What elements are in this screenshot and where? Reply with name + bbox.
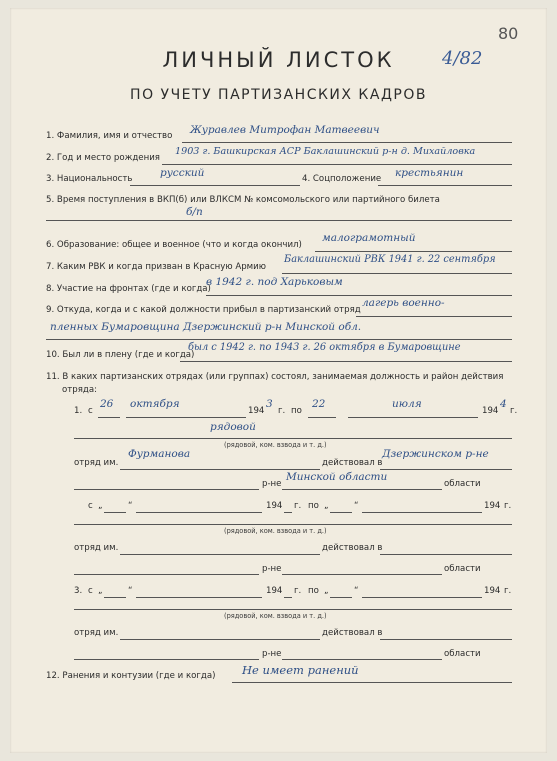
label-education: 6. Образование: общее и военное (что и когда окончил) bbox=[46, 240, 302, 250]
period-1-day-from: 26 bbox=[100, 398, 114, 410]
period-1-acted-in: Дзержинском р-не bbox=[382, 448, 489, 460]
period-1-year-to-digit: 4 bbox=[500, 398, 507, 410]
label-social: 4. Соцположение bbox=[302, 174, 382, 184]
value-conscription: Баклашинский РВК 1941 г. 22 сентября bbox=[284, 254, 496, 265]
period-1-region: Минской области bbox=[286, 471, 388, 483]
label-name: 1. Фамилия, имя и отчество bbox=[46, 131, 173, 141]
label-party: 5. Время поступления в ВКП(б) или ВЛКСМ № комсомольского или партийного билета bbox=[46, 195, 440, 205]
form-subtitle: ПО УЧЕТУ ПАРТИЗАНСКИХ КАДРОВ bbox=[130, 87, 427, 103]
period-1-month-to: июля bbox=[392, 398, 422, 410]
period-1-detachment: Фурманова bbox=[128, 448, 191, 460]
period-1-number: 1. bbox=[74, 406, 83, 416]
label-nationality: 3. Национальность bbox=[46, 174, 133, 184]
period-1-role: рядовой bbox=[210, 421, 256, 433]
label-wounds: 12. Ранения и контузии (где и когда) bbox=[46, 671, 216, 681]
value-party: б/п bbox=[186, 206, 203, 218]
value-social: крестьянин bbox=[395, 167, 464, 179]
period-1-month-from: октября bbox=[130, 398, 180, 410]
corner-handwritten-mark: 4/82 bbox=[442, 48, 483, 69]
label-conscription: 7. Каким РВК и когда призван в Красную Армию bbox=[46, 262, 266, 272]
period-1-year-from-prefix: 194 bbox=[248, 406, 265, 416]
label-arrival: 9. Откуда, когда и с какой должности прибыл в партизанский отряд bbox=[46, 305, 361, 315]
value-captivity: был с 1942 г. по 1943 г. 26 октября в Бумаровщине bbox=[188, 342, 461, 353]
value-arrival-1: лагерь военно- bbox=[362, 297, 445, 309]
value-nationality: русский bbox=[160, 167, 205, 179]
value-arrival-2: пленных Бумаровщина Дзержинский р-н Минской обл. bbox=[50, 321, 362, 333]
value-education: малограмотный bbox=[322, 232, 416, 244]
value-fronts: в 1942 г. под Харьковым bbox=[206, 276, 343, 288]
label-captivity: 10. Был ли в плену (где и когда) bbox=[46, 350, 195, 360]
period-1-year-from-digit: 3 bbox=[266, 398, 273, 410]
form-sheet: 80 4/82 ЛИЧНЫЙ ЛИСТОК ПО УЧЕТУ ПАРТИЗАНСКИХ КАДРОВ 1. Фамилия, имя и отчество Журавлев Митрофан Матвеевич 2. Год и место рождения 1903 г. Башкирская АСР Баклашинский р-н д. Михайловка 3. Национальность русский 4. Соцположение крестьянин 5. Время поступления в ВКП(б) или ВЛКСМ № комсомольского или партийного билета б/п 6. Образование: общее и военное (что и когда окончил) малограмотный 7. Каким РВК и когда призван в Красную Армию Баклашинский РВК 1941 г. 22 сентября 8. Участие на фронтах (где и когда) в 1942 г. под Харьковым 9. Откуда, когда и с какой должности прибыл в партизанский отряд лагерь военно- пленных Бумаровщина Дзержинский р-н Минской обл. 10. Был ли в плену (где и когда) был с 1942 г. по 1943 г. 26 октября в Бумаровщине 11. В каких партизанских отрядах (или группах) состоял, занимаемая должность и район действия отряда: 1. с 26 октября 194 3 г. по 22 июля 194 4 г. рядовой (рядовой, ком. взвода и т. д.) отряд им. Фурманова действовал в Дзержинском р-не р-не Минской области области с „ “ 194 г. по „ “ 194 г. (рядовой, ком. взвода и т. д.) отряд им. действовал в р-не области 3. с „ “ 194 г. по „ “ 194 г. (рядовой, ком. взвода и т. д.) отряд им. действовал в р-не области 12. Ранения и контузии (где и когда) Не имеет ранений bbox=[10, 8, 547, 753]
period-1-c: с bbox=[88, 406, 93, 416]
value-name: Журавлев Митрофан Матвеевич bbox=[190, 124, 380, 136]
label-birth: 2. Год и место рождения bbox=[46, 153, 160, 163]
label-detachments-2: отряда: bbox=[62, 385, 97, 395]
corner-page-number: 80 bbox=[498, 24, 519, 43]
period-1-day-to: 22 bbox=[312, 398, 326, 410]
label-detachments: 11. В каких партизанских отрядах (или группах) состоял, занимаемая должность и район действия bbox=[46, 372, 504, 382]
form-title: ЛИЧНЫЙ ЛИСТОК bbox=[162, 48, 395, 72]
value-birth: 1903 г. Башкирская АСР Баклашинский р-н д. Михайловка bbox=[175, 146, 476, 157]
label-fronts: 8. Участие на фронтах (где и когда) bbox=[46, 284, 211, 294]
value-wounds: Не имеет ранений bbox=[242, 663, 359, 677]
